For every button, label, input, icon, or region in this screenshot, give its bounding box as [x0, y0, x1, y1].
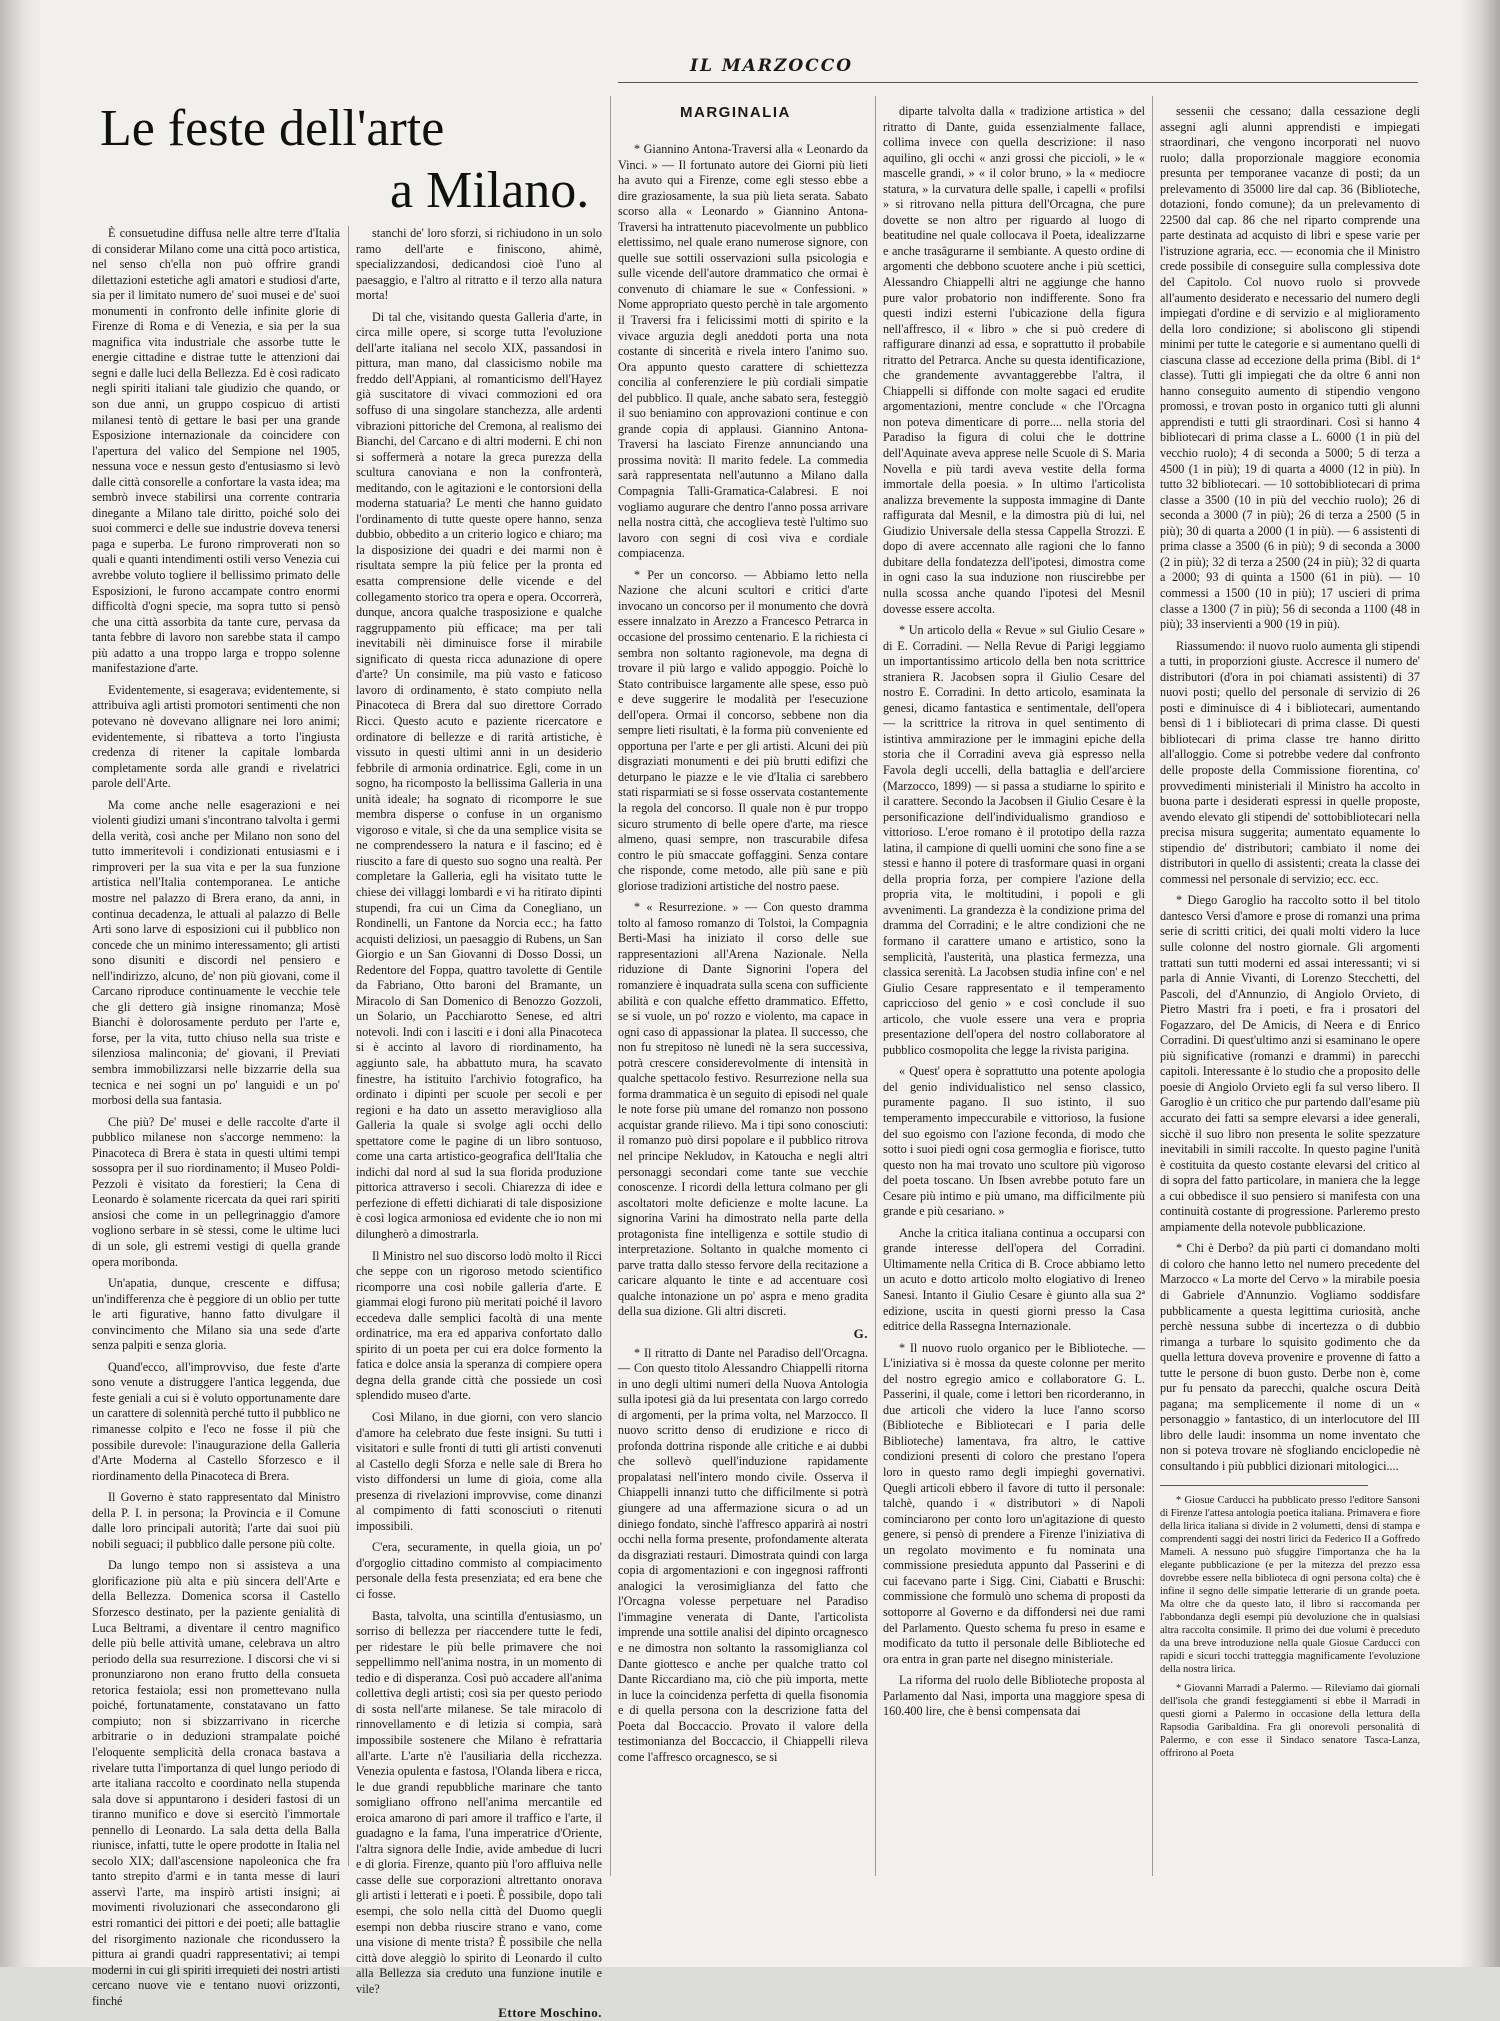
paragraph: « Quest' opera è soprattutto una potente apologia del genio individualistico nel senso classico, puramente pagano. Il suo istinto, il suo temperamento impeccurabile e vittorioso, la fusione del suo egoismo con l'azione feconda, di modo che sotto i suoi piedi ogni cosa germoglia e fiorisce, tutto questo non ha mai trovato uno scultore più vigoroso del poeta toscano. Un Ibsen avrebbe potuto fare un Cesare più intimo e più umano, ma difficilmente più grande e più cesariano. » — [883, 1064, 1145, 1219]
running-head: IL MARZOCCO — [690, 56, 854, 76]
section-rule — [1160, 1485, 1368, 1486]
paragraph: * Diego Garoglio ha raccolto sotto il bel titolo dantesco Versi d'amore e prose di romanzi una prima serie di scritti critici, dei quali molti videro la luce sulle colonne del nostro giornale. Gli argomenti trattati sun tutti moderni ed assai interessanti; vi si parla di Annie Vivanti, di Lorenzo Stecchetti, del Pascoli, del d'Annunzio, di Angiolo Orvieto, di Pietro Mastri fra i poeti, e fra i prosatori del Fogazzaro, del De Amicis, di Neera e di Enrico Corradini. Di quest'ultimo anzi si esaminano le opere più significative (romanzi e drammi) in parecchi capitoli. Interessante è lo studio che a proposito delle poesie di Angiolo Orvieto egli fa sul verso libero. Il Garoglio è un critico che pur partendo dall'esame più accurato dei fatti sa sempre elevarsi a idee generali, sicchè il suo libro non presenta le solite spezzature inevitabili in simili raccolte. In questo pagine l'unità è costituita da questo costante elevarsi del critico al di sopra del fatto particolare, in maniera che la legge a cui obbedisce il suo pensiero si manifesta con una continuità costante di progressione. Parleremo presto ampiamente della notevole pubblicazione. — [1160, 893, 1420, 1234]
binding-shadow-right — [1460, 0, 1500, 1967]
paragraph: sessenii che cessano; dalla cessazione degli assegni agli alunni apprendisti e impiegati straordinari, che vengono incorporati nel nuovo ruolo; dalla proporzionale maggiore economia presunta per temporanee vacanze di posti; da un prelevamento di 35000 lire dal cap. 36 (Biblioteche, dotazioni, fondo comune); da un prelevamento di 22500 dal cap. 86 che nel riparto comprende una parte destinata ad acquisto di libri e spese varie per l'istruzione agraria, ecc. — economia che il Ministro crede possibile di conseguire sulla complessiva dote del Capitolo. Col nuovo ruolo si provvede all'aumento desiderato e necessario del numero degli impiegati d'ordine e di servizio e al miglioramento della loro condizione; si aboliscono gli stipendi minimi per tutte le categorie e si aumentano quelli di ciascuna classe ad eccezione della prima (Bibl. di 1ª classe). Tutti gli impiegati che da oltre 6 anni non hanno conseguito aumento di stipendio vengono promossi, e trovan posto in organico tutti gli alunni apprendisti e tutti gli straordinari. Così si hanno 4 bibliotecari di prima classe a L. 6000 (1 in più del vecchio ruolo); 4 di seconda a 5000; 5 di terza a 4500 (1 in più); 19 di quarta a 4000 (12 in più). In tutto 32 bibliotecari. — 10 sottobibliotecari di prima classe a 3500 (10 in più del vecchio ruolo); 26 di seconda a 3000 (7 in più); 26 di terza a 2500 (5 in più); 30 di quarta a 2000 (1 in più). — 6 assistenti di prima classe a 3500 (6 in più); 9 di seconda a 3000 (2 in più); 32 di terza a 2500 (24 in più); 32 di quarta a 2000; 93 di quinta a 1500 (61 in più). — 10 commessi a 1500 (10 in più); 17 uscieri di prima classe a 1300 (7 in più); 56 di seconda a 1100 (48 in più); 33 inservienti a 900 (19 in più). — [1160, 104, 1420, 632]
article-column-2 — [356, 226, 602, 2021]
marginalia-column-3 — [1160, 104, 1420, 1844]
headline-line-2: a Milano. — [390, 162, 590, 219]
brief-note: * Giosue Carducci ha pubblicato presso l'editore Sansoni di Firenze l'attesa antologia poetica italiana. Primavera e fiore della lirica italiana si divide in 2 volumetti, densi di stampa e comprendenti saggi dei nostri lirici da Federico II a Goffredo Mameli. A nessuno può sfuggire l'importanza che ha la elegante pubblicazione (e per la mitezza del prezzo essa dovrebbe essere nella biblioteca di ogni persona colta) che è infine il segno delle simpatie letterarie di un grande poeta. Ma oltre che da questo lato, il libro si raccomanda per l'abbondanza degli esempi più devoluzione che in qualsiasi altra raccolta consimile. Il primo dei due volumi è preceduto da una breve introduzione nella quale Giosue Carducci con rapidi e sicuri tocchi tratteggia magnificamente l'evoluzione della nostra lirica. — [1160, 1494, 1420, 1675]
paragraph: diparte talvolta dalla « tradizione artistica » del ritratto di Dante, guida essenzialmente fallace, collima invece con quella descrizione: il naso aquilino, gli occhi « anzi grossi che piccioli, » le « mascelle grandi, » « il color bruno, » la « mediocre statura, » la curvatura delle spalle, i capelli « profilsi » si ritrovano nella pittura dell'Orcagna, che pure dovette se non altro per riguardo al luogo di beatitudine nel quale collocava il Poeta, idealizzarne e anche trasâgurarne il sembiante. A questo ordine di argomenti che debbono scuotere anche i più scettici, Alessandro Chiappelli altri ne aggiunge che hanno pure valor probatorio non indifferente. Sono fra questi indizi esterni l'ubicazione della figura nell'affresco, il « libro » che si può credere di raffigurare dinanzi ad essa, e soprattutto il probabile ritratto del Petrarca. Anche su questa identificazione, che grandemente avvantaggerebbe l'altra, il Chiappelli si diffonde con molte sagaci ed erudite argomentazioni, mentre conclude « che l'Orcagna non poteva dimenticare di porre.... nella storia del Paradiso la figura di colui che le dottrine dell'Aquinate aveva apprese nelle Scuole di S. Maria Novella e più tardi aveva vestite della forma immortale della poesia. » In ultimo l'articolista analizza brevemente la supposta immagine di Dante raffigurata dal Mesnil, e la dimostra più di lui, nel Giudizio Universale della stessa Cappella Strozzi. E dopo di avere accennato alle ragioni che lo fanno dubitare della fondatezza dell'ipotesi, dimostra come in ogni caso la sua induzione non riuscirebbe per nulla scossa anche quando l'ipotesi del Mesnil dovesse essere accolta. — [883, 104, 1145, 616]
paragraph: Ma come anche nelle esagerazioni e nei violenti giudizi umani s'incontrano talvolta i germi della verità, così anche per Milano non sono del tutto immeritevoli i condizionati entusiasmi e i rimproveri per la sua vita e per la sua funzione artistica nell'Italia contemporanea. Le antiche mostre nel palazzo di Brera erano, da anni, in continua decadenza, le attuali al palazzo di Belle Arti sono larve di esposizioni cui il pubblico non concede che un minimo interessamento; gli artisti sono disuniti e discordi nel pensiero e nell'indirizzo, alcuno, de' non più giovani, come il Carcano riproduce continuamente le vecchie tele che gli dettero già insigne rinomanza; Mosè Bianchi è dolorosamente perduto per l'arte e, forse, per la vita, tutto chiuso nella sua triste e silenziosa malinconia; de' giovani, il Previati sembra immobilizzarsi nelle bizzarrie della sua tecnica e nei sogni un po' languidi e un po' morbosi della sua fantasia. — [92, 797, 340, 1108]
column-rule — [875, 96, 876, 1876]
paragraph: È consuetudine diffusa nelle altre terre d'Italia di considerar Milano come una città poco artistica, nel senso ch'ella non può offrire grandi dilettazioni estetiche agli amatori e studiosi d'arte, sia per il limitato numero de' suoi musei e de' suoi monumenti in confronto delle infinite glorie di Firenze di Roma e di Venezia, e sia per la sua magnifica vita industriale che assorbe tutte le energie cittadine e distrae tutte le attenzioni dai segni e dalle luci della Bellezza. Ed è così radicato negli spiriti italiani tale giudizio che quando, or son due anni, un gruppo cospicuo di artisti milanesi tentò di gettare le basi per una grande Esposizione internazionale da coincidere con l'apertura del valico del Sempione nel 1905, nessuna voce e nessun gesto d'entusiasmo si levò dalle città consorelle a confortare la vasta idea; ma sembrò invece stabilirsi una corrente contraria dinegante a Milano tale diritto, poiché solo dei suoi commerci e delle sue industrie doveva tenersi paga e superba. Le furono rimproverati non so quali e quanti intendimenti ostili verso Venezia cui avrebbe voluto togliere il bellissimo primato delle Esposizioni, le furono accampate contro enormi difficoltà d'ogni specie, ma sopra tutto si pensò che una città assorbita da tante cure, pervasa da tanta febbre di lavoro non sarebbe stata il campo più adatto a una troppo larga e troppo solenne manifestazione d'arte. — [92, 226, 340, 676]
paragraph: * Chi è Derbo? da più parti ci domandano molti di coloro che hanno letto nel numero precedente del Marzocco « La morte del Cervo » la mirabile poesia di Gabriele d'Annunzio. Vogliamo soddisfare pubblicamente a questa legittima curiosità, anche perchè nessuna subbe di incertezza o di dubbio rimanga a turbare lo squisito godimento che da quella lettura doveva provenire e provenne di fatto a tutte le persone di buon gusto. Derbe non è, come pur fu pensato da parecchi, qualche oscura Deità pagana; ma semplicemente il nome di un « personaggio » fantastico, di un interlocutore del III libro delle laudi: insomma un nome inventato che non si poteva trovare nè sfogliando enciclopedie nè consultando i più pubblici dizionari mitologici.... — [1160, 1241, 1420, 1474]
binding-shadow-left — [0, 0, 42, 1967]
header-rule — [618, 82, 1418, 83]
paragraph: Che più? De' musei e delle raccolte d'arte il pubblico milanese non s'accorge nemmeno: la Pinacoteca di Brera è stata in questi ultimi tempi sossopra per il suo riordinamento; il Museo Poldi-Pezzoli è visitato da forestieri; la Cena di Leonardo è solamente ricercata da quei rari spiriti ansiosi che come in un pellegrinaggio d'amore vogliono serbare in sè stessi, come le ultime luci di un sole, gli estremi vestigi di quella grande opera moribonda. — [92, 1114, 340, 1269]
paragraph: C'era, securamente, in quella gioia, un po' d'orgoglio cittadino commisto al compiacimento personale della festa presenziata; ed era bene che ci fosse. — [356, 1540, 602, 1602]
column-rule — [1152, 96, 1153, 1876]
paragraph: * Il ritratto di Dante nel Paradiso dell'Orcagna. — Con questo titolo Alessandro Chiappelli ritorna in uno degli ultimi numeri della Nuova Antologia sulla ipotesi già da lui presentata con largo corredo di argomenti, per la prima volta, nel Marzocco. Il nuovo scritto denso di erudizione e ricco di profonda dottrina risponde alle critiche e ai dubbi che sollevò quell'induzione rapidamente propalatasi nell'intero mondo civile. Osserva il Chiappelli innanzi tutto che difficilmente si potrà giungere ad una affermazione sicura o ad un diniego fondato, sinchè l'affresco apparirà ai nostri occhi nella forma presente, profondamente alterata da disgraziati restauri. Dimostrata quindi con larga copia di argomentazioni e con ingegnosi raffronti analogici la verosimiglianza del fatto che l'Orcagna volesse perpetuare nel Paradiso l'immagine venerata di Dante, l'articolista imprende una sottile analisi del dipinto orcagnesco e ne dimostra non soltanto la rassomiglianza col Dante giottesco e anche per qualche tratto col Dante Riccardiano ma, ciò che più importa, mette in luce la coincidenza perfetta di quella fisonomia e di quella persona con la descrizione fatta del Poeta dal Boccaccio. Provato il valore della testimonianza del Boccaccio, il Chiappelli rileva come l'affresco orcagnesco, se si — [618, 1345, 868, 1764]
article-headline — [100, 98, 600, 222]
column-rule — [348, 226, 349, 1866]
paragraph: * Per un concorso. — Abbiamo letto nella Nazione che alcuni scultori e critici d'arte invocano un concorso per il monumento che dovrà essere innalzato in Arezzo a Francesco Petrarca in occasione del prossimo centenario. E la richiesta ci sembra non soltanto ragionevole, ma degna di trovare il più largo e valido appoggio. Poichè lo Stato contribuisce largamente alle spese, esso può e deve suggerire le modalità per l'esecuzione dell'opera. Ormai il concorso, sebbene non dia sempre lieti risultati, è la forma più conveniente ed opportuna per l'arte e per gli artisti. Alcuni dei più disgraziati monumenti e dei più brutti edifizi che deturpano le piazze e le vie d'Italia ci sarebbero stati risparmiati se si fosse osservata costantemente la regola del concorso. Il quale non è pur troppo sicuro strumento di belle opere d'arte, ma riesce almeno, quasi sempre, non trascurabile difesa contro le più smaccate goffaggini. Senza contare che risponde, come metodo, alle più sane e più gloriose tradizioni artistiche del nostro paese. — [618, 567, 868, 893]
paragraph: * Giannino Antona-Traversi alla « Leonardo da Vinci. » — Il fortunato autore dei Giorni più lieti ha avuto qui a Firenze, come egli stesso ebbe a dire graziosamente, la sua più lieta serata. Sabato scorso alla « Leonardo » Giannino Antona-Traversi ha intrattenuto piacevolmente un pubblico elettissimo, nel quale erano numerose signore, con quelle sue sottili osservazioni sulla psicologia e sulle vicende dell'autore drammatico che ormai è convenuto di chiamare le sue « Confessioni. » Nome appropriato questo perchè in tale argomento il Traversi fra i felicissimi motti di spirito e la vivace arguzia degli aneddoti porta una nota costante di sincerità e rivela intero l'animo suo. Ora appunto questo carattere di schiettezza concilia al conferenziere le più cordiali simpatie del pubblico. Il quale, anche sabato sera, festeggiò il suo beniamino con approvazioni continue e con grande copia di applausi. Giannino Antona-Traversi ha lasciato Firenze annunciando una prossima novità: Il marito fedele. La commedia sarà rappresentata nell'autunno a Milano dalla Compagnia Talli-Gramatica-Calabresi. E noi vogliamo augurare che dentro l'anno possa arrivare nella nostra città, che accoglieva testè l'ultimo suo lavoro con segni di così viva e cordiale compiacenza. — [618, 142, 868, 561]
paragraph: Il Ministro nel suo discorso lodò molto il Ricci che seppe con un rigoroso metodo scientifico ricomporre una così nobile galleria d'arte. E giammai elogi furono più meritati poiché il lavoro eccedeva dalle semplici facoltà di una mente ordinatrice, ma era ed appariva confortato dallo spirito di un poeta per cui era dolce formento la fatica e dolce ansia la speranza di compiere opera degna della grande città che possiede un così splendido museo d'arte. — [356, 1248, 602, 1403]
paragraph: stanchi de' loro sforzi, si richiudono in un solo ramo dell'arte e finiscono, ahimè, specializzandosi, dedicandosi cioè l'uno al paesaggio, e l'altro al ritratto e il terzo alla natura morta! — [356, 226, 602, 303]
paragraph: * Un articolo della « Revue » sul Giulio Cesare » di E. Corradini. — Nella Revue di Parigi leggiamo un importantissimo articolo della ben nota scrittrice straniera R. Jacobsen sopra il Giulio Cesare del nostro E. Corradini. In detto articolo, esaminata la genesi, dicamo fantastica e sentimentale, dell'opera — la scrittrice la ritrova in quel sentimento di istintiva ammirazione per le immagini epiche della storia che il Corradini aveva già espresso nella Favola degli uccelli, della battaglia e dell'arciere (Marzocco, 1899) — si passa a studiarne lo spirito e il carattere. Secondo la Jacobsen il Giulio Cesare è la personificazione dell'individualismo grandioso e vittorioso. L'eroe romano è il prototipo della razza latina, il campione di quelli uomini che sono fine a se stessi e hanno il potere di trasformare quasi in organi della propria forza, per compiere l'azione della propria vita, le moltitudini, i popoli e gli avvenimenti. La grandezza è la condizione prima del dramma del Corradini; e le altre condizioni che ne formano il carattere umano e artistico, sono la semplicità, l'austerità, una plastica fermezza, una classica serenità. La Jacobsen studia infine con' e nel Giulio Cesare rappresentato e il temperamento capriccioso del genio » e così conclude il suo articolo, che vuole essere una vera e propria presentazione dell'opera del nostro collaboratore al pubblico cosmopolita che legge la rivista parigina. — [883, 623, 1145, 1057]
paragraph: * « Resurrezione. » — Con questo dramma tolto al famoso romanzo di Tolstoi, la Compagnia Berti-Masi ha iniziato il corso delle sue rappresentazioni all'Arena Nazionale. Nella riduzione di Dante Signorini l'opera del romanziere è inquadrata sulla scena con sufficiente abilità e con qualche effetto drammatico. Effetto, se si vuole, un po' rozzo e violento, ma capace in ogni caso di appassionar la platea. Il successo, che non fu strepitoso nè lunedì nè la sera successiva, potrà crescere considerevolmente di intensità in qualche spettacolo festivo. Resurrezione nella sua forma drammatica è un seguito di episodi nel quale le note forse più umane del romanzo non possono acquistar grande rilievo. Ma i tipi sono conosciuti: il romanzo può dirsi popolare e il pubblico ritrova nel principe Nekludov, in Katoucha e negli altri personaggi secondari come tante sue vecchie conoscenze. I ricordi della lettura colmano per gli ascoltatori molte deficienze e molte lacune. La signorina Varini ha dimostrato nella parte della protagonista fine intelligenza e sottile studio di interpretazione. Soltanto in qualche momento ci parve tratta dallo stesso fervore della recitazione a caricare alquanto le tinte e ad accentuare così qualche intonazione un po' aspra e meno gradita della sua dizione. Gli altri discreti. — [618, 900, 868, 1319]
marginalia-column-1 — [618, 142, 868, 1832]
paragraph: Un'apatia, dunque, crescente e diffusa; un'indifferenza che è peggiore di un oblio per tutte le arti figurative, hanno fatto divulgare il convincimento che Milano sia una sede d'arte senza palpiti e senza gloria. — [92, 1276, 340, 1353]
paragraph: Anche la critica italiana continua a occuparsi con grande interesse dell'opera del Corradini. Ultimamente nella Critica di B. Croce abbiamo letto un acuto e dotto articolo molto elogiativo di Ireneo Sanesi. Intanto il Giulio Cesare è giunto alla sua 2ª edizione, uscita in questi giorni presso la Casa editrice della Rassegna Internazionale. — [883, 1225, 1145, 1334]
paragraph: Di tal che, visitando questa Galleria d'arte, in circa mille opere, si scorge tutta l'evoluzione dell'arte italiana nel secolo XIX, passandosi in pittura, man mano, dal classicismo nobile ma freddo dell'Appiani, al romanticismo dell'Hayez già suscitatore di vivaci commozioni ed ora soffuso di una singolare stanchezza, alle ardenti vibrazioni pittoriche del Cremona, al realismo dei Bianchi, del Carcano e di altri moderni. E chi non si soffermerà a notare la greca purezza della scultura canoviana e non la confronterà, meditando, con le agitazioni e le contorsioni della moderna statuaria? Le menti che hanno guidato l'ordinamento di tutte queste opere hanno, senza dubbio, obbedito a un criterio logico e chiaro; ma la disposizione dei quadri e dei marmi non è risultata sempre la più felice per la pronta ed esatta comprensione delle vicende e del collegamento storico tra opera e opera. Occorrerà, dunque, ancora qualche trasposizione e qualche raggruppamento più efficace; ma per tali inevitabili nèi diminuisce forse il mirabile significato di questa ricca adunazione di opere d'arte? Un consimile, ma più vasto e faticoso lavoro di ordinamento, è stato compiuto nella Pinacoteca di Brera dal suo direttore Corrado Ricci. Questo acuto e paziente ricercatore e ordinatore di bellezze e di rarità artistiche, è vissuto in questi ultimi anni in un desiderio febbrile di armonia ordinatrice. Egli, come in un sogno, ha ricomposto la bellissima Galleria in una unità ideale; ha sognato di ricomporre le sue membra disperse o confuse in un organismo vigoroso e vitale, sì che da una semplice visita se ne comprendessero la natura e il fascino; ed è riuscito a fare di questo suo sogno una realtà. Per completare la Galleria, egli ha visitato tutte le chiese dei villaggi lombardi e vi ha ritirato dipinti stupendi, fra cui un Cima da Conegliano, un Rondinelli, un Fantone da Norcia ecc.; ha fatto acquisti deliziosi, un paesaggio di Rubens, un San Giorgio e un San Giovanni di Dosso Dossi, un Redentore del Foppa, quattro tavolette di Gentile da Fabriano, Otto baroni del Bramante, un Miracolo di San Domenico di Benozzo Gozzoli, un Solario, un Pacchiarotto Senese, ed altri notevoli. Indi con i lasciti e i doni alla Pinacoteca si è accinto al lavoro di riordinamento, ha aggiunto sale, ha abbattuto mura, ha scavato finestre, ha istituito l'archivio fotografico, ha ordinato i dipinti per scuole per secoli e per regioni e ha dato un assetto meraviglioso alla Galleria la quale si svolge agli occhi dello spettatore come le pagine di un libro sontuoso, come una carta artistico-geografica dell'Italia che indichi dal nord al sud la sua florida produzione pittorica attraverso i secoli. Chiarezza di idee e perfezione di effetti dichiarati di tale disposizione è così logica armoniosa ed evidente che io non mi dilungherò a dimostrarla. — [356, 309, 602, 1241]
marginalia-column-2 — [883, 104, 1145, 1904]
paragraph: Così Milano, in due giorni, con vero slancio d'amore ha celebrato due feste insigni. Su tutti i visitatori e sulle fronti di tutti gli artisti convenuti al Castello degli Sforza e nelle sale di Brera ho visto diffondersi un lume di gioia, come alla presenza di rivelazioni improvvise, come dinanzi al compimento di fatti sconosciuti o ritenuti impossibili. — [356, 1410, 602, 1533]
article-column-1 — [92, 226, 340, 2008]
paragraph: Basta, talvolta, una scintilla d'entusiasmo, un sorriso di bellezza per riaccendere tutte le fedi, per ridestare le più belle primavere che noi seppellimmo nell'anima nostra, in un momento di tedio e di disperanza. Così può accadere all'anima collettiva degli artisti; così sia per questo periodo di sosta nell'arte milanese. Se tale miracolo di rinnovellamento e di letizia si compia, sarà impossibile sostenere che Milano è refrattaria all'arte. L'arte n'è l'ausiliaria della ricchezza. Venezia opulenta e fastosa, l'Olanda libera e ricca, le due grandi repubbliche marinare che tanto somigliano offrono nell'anima mercantile ed eroica amarono di pari amore il traffico e l'arte, il guadagno e la fama, l'una imperatrice d'Oriente, l'altra signora delle Indie, avide ambedue di lucri e di gloria. Firenze, quanto più l'oro affluiva nelle casse delle sue corporazioni altrettanto onorava gli artisti i letterati e i poeti. È possibile, dopo tali esempi, che solo nella città del Duomo quegli esempi non debba riuscire strano e vano, come una visione di mente trista? È possibile che nella città dove aleggiò lo spirito di Leonardo il culto alla Bellezza sia creduto una funzione inutile e vile? — [356, 1608, 602, 1996]
author-signature: Ettore Moschino. — [498, 2005, 602, 2021]
paragraph: La riforma del ruolo delle Biblioteche proposta al Parlamento dal Nasi, importa una maggiore spesa di 160.400 lire, che è bensì compensata dai — [883, 1673, 1145, 1719]
paragraph: * Il nuovo ruolo organico per le Biblioteche. — L'iniziativa si è mossa da queste colonne per merito del nostro egregio amico e collaboratore G. L. Passerini, il quale, come i lettori ben ricorderanno, in due articoli che videro la luce l'anno scorso (Biblioteche e Bibliotecari e I paria delle Biblioteche) lamentava, fra altro, le cattive condizioni presenti di coloro che prestano l'opera loro in questo ramo degli impieghi governativi. Quegli articoli ebbero il favore di tutto il personale: talchè, quando i « distributori » di Napoli cominciarono per conto loro un'agitazione di questo genere, si pensò di prendere a Firenze l'iniziativa di un regolato movimento e fu nominata una commissione presieduta appunto dal Passerini e di cui facevano parte i Sigg. Cini, Ciabatti e Bruschi: commissione che formulò uno schema di proposti da sottoporre al Governo e da diffondersi nei due rami del Parlamento. Questo schema fu preso in esame e modificato da tutto il personale delle Biblioteche ed ora entra in gran parte nel disegno ministeriale. — [883, 1340, 1145, 1666]
marginalia-title: MARGINALIA — [680, 104, 791, 121]
paragraph: Evidentemente, si esagerava; evidentemente, si attribuiva agli artisti promotori sentimenti che non potevano nè dovevano allignare nei loro animi; evidentemente, si ribatteva a torto l'ingiusta credenza di ritener la capitale lombarda completamente sorda alle grandi e rivelatrici parole dell'Arte. — [92, 682, 340, 791]
paragraph: Quand'ecco, all'improvviso, due feste d'arte sono venute a distruggere l'antica leggenda, due feste geniali a cui si è voluto opportunamente dare un carattere di solennità perché tutto il pubblico ne rimanesse colpito e l'eco ne fosse il più che possibile durevole: l'inaugurazione della Galleria d'Arte Moderna al Castello Sforzesco e il riordinamento della Pinacoteca di Brera. — [92, 1359, 340, 1483]
initial-signature: G. — [853, 1326, 868, 1342]
paragraph: Il Governo è stato rappresentato dal Ministro della P. I. in persona; la Provincia e il Comune dalle loro principali autorità; l'arte dai suoi più nobili seguaci; il pubblico dalle persone più colte. — [92, 1490, 340, 1551]
brief-note: * Giovanni Marradi a Palermo. — Rileviamo dai giornali dell'isola che grandi festeggiamenti si ebbe il Marradi in questi giorni a Palermo in occasione della lettura della Rapsodia Garibaldina. Fra gli onorevoli personalità di Palermo, e con esse il Sindaco senatore Tasca-Lanza, offrirono al Poeta — [1160, 1682, 1420, 1759]
column-rule — [610, 96, 611, 1876]
paragraph: Da lungo tempo non si assisteva a una glorificazione più alta e più sincera dell'Arte e della Bellezza. Domenica scorsa il Castello Sforzesco destinato, per la paziente genialità di Luca Beltrami, a diventare il centro magnifico delle più belle attività umane, celebrava un altro periodo della sua resurrezione. I discorsi che vi si pronunziarono non erano frutto della consueta retorica festaiola; essi non promettevano nulla poiché, fortunatamente, constatavano un fatto compiuto; non si sbizzarrivano in ricerche arbitrarie o in deduzioni strampalate poiché l'eloquente semplicità della cronaca bastava a rivelare tutta l'importanza di quel lungo periodo di arte italiana raccolto e coordinato nella stupenda sala dove si appuntarono i desideri fastosi di un tiranno munifico e dove si esercitò l'immortale pennello di Leonardo. La sala detta della Balla riunisce, infatti, tutte le opere prodotte in Italia nel secolo XIX; dall'ascensione napoleonica che fra tanto strepito d'armi e in tanta messe di lauri asservì l'arte, ma inspirò artisti insigni; ai movimenti rivoluzionari che assecondarono gli estri romantici dei pittori e dei poeti; alle battaglie del risorgimento nazionale che ricondussero la pittura ai grandi quadri rappresentativi; ai tempi moderni in cui gli spiriti irrequieti dei nostri artisti cercano nuove vie e tentano nuovi orizzonti, finché — [92, 1558, 340, 2008]
paragraph: Riassumendo: il nuovo ruolo aumenta gli stipendi a tutti, in proporzioni giuste. Accresce il numero de' distributori (d'ora in poi chiamati assistenti) di 37 nuovi posti; quello del personale di servizio di 26 posti e diminuisce di 4 i bibliotecari, aumentando bensì di 1 i bibliotecari di prima classe. Di questi bibliotecari di prima classe tre hanno diritto all'alloggio. Come si potrebbe vedere dal confronto delle proposte della Commissione fiorentina, co' provvedimenti ministeriali il Ministro ha accolto in buona parte i desiderati espressi in quelle proposte, avendo elevato gli stipendi de' sottobibliotecari nella precisa misura suggerita; aumentato equamente lo stipendio de' distributori; cambiato il nome dei distributori in quello di assistenti; creata la classe dei commessi nel personale di servizio; ecc. ecc. — [1160, 638, 1420, 886]
headline-line-1: Le feste dell'arte — [100, 100, 445, 157]
